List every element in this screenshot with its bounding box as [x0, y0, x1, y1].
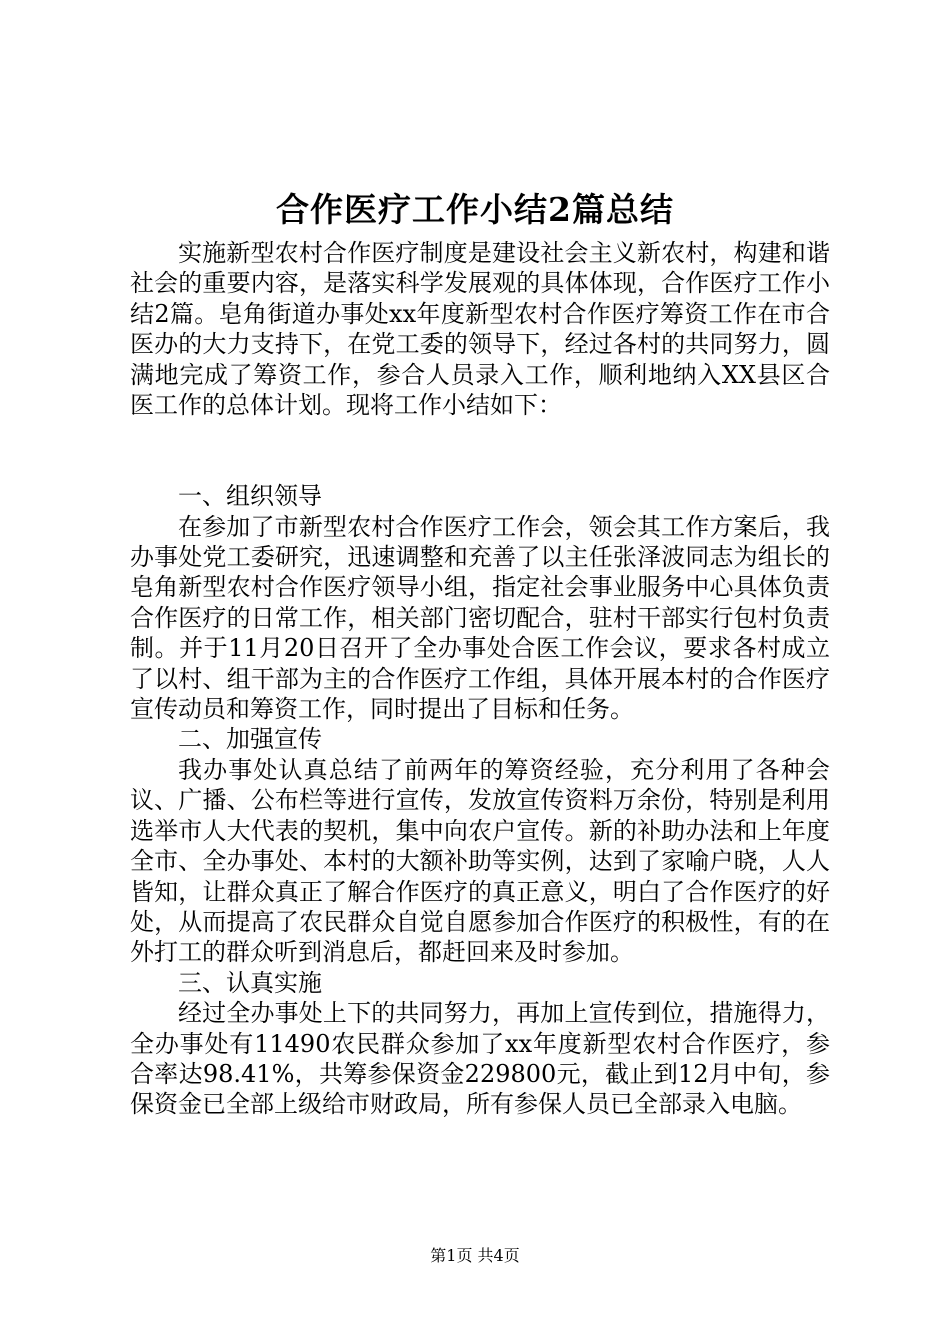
document-body	[130, 238, 830, 1120]
section-heading-implementation: 三、认真实施	[178, 968, 322, 997]
section-paragraph-implementation: 经过全办事处上下的共同努力，再加上宣传到位，措施得力，全办事处有11490农民群众参加了xx年度新型农村合作医疗，参合率达98.41%，共筹参保资金229800元，截止到12月中旬，参保资金已全部上级给市财政局，所有参保人员已全部录入电脑。	[130, 999, 830, 1119]
paragraph-spacer	[130, 420, 830, 481]
section-heading-organization: 一、组织领导	[178, 482, 322, 511]
page-footer: 第1页 共4页	[430, 1246, 520, 1265]
intro-paragraph: 实施新型农村合作医疗制度是建设社会主义新农村，构建和谐社会的重要内容，是落实科学发展观的具体体现，合作医疗工作小结2篇。皂角街道办事处xx年度新型农村合作医疗筹资工作在市合医办的大力支持下，在党工委的领导下，经过各村的共同努力，圆满地完成了筹资工作，参合人员录入工作，顺利地纳入XX县区合医工作的总体计划。现将工作小结如下：	[130, 239, 830, 420]
section-paragraph-organization: 在参加了市新型农村合作医疗工作会，领会其工作方案后，我办事处党工委研究，迅速调整和充善了以主任张泽波同志为组长的皂角新型农村合作医疗领导小组，指定社会事业服务中心具体负责合作医疗的日常工作，相关部门密切配合，驻村干部实行包村负责制。并于11月20日召开了全办事处合医工作会议，要求各村成立了以村、组干部为主的合作医疗工作组，具体开展本村的合作医疗宣传动员和筹资工作，同时提出了目标和任务。	[130, 512, 830, 724]
section-paragraph-publicity: 我办事处认真总结了前两年的筹资经验，充分利用了各种会议、广播、公布栏等进行宣传，发放宣传资料万余份，特别是利用选举市人大代表的契机，集中向农户宣传。新的补助办法和上年度全市、全办事处、本村的大额补助等实例，达到了家喻户晓，人人皆知，让群众真正了解合作医疗的真正意义，明白了合作医疗的好处，从而提高了农民群众自觉自愿参加合作医疗的积极性，有的在外打工的群众听到消息后，都赶回来及时参加。	[130, 755, 830, 967]
section-heading-publicity: 二、加强宣传	[178, 725, 322, 754]
document-title: 合作医疗工作小结2篇总结	[276, 190, 674, 229]
